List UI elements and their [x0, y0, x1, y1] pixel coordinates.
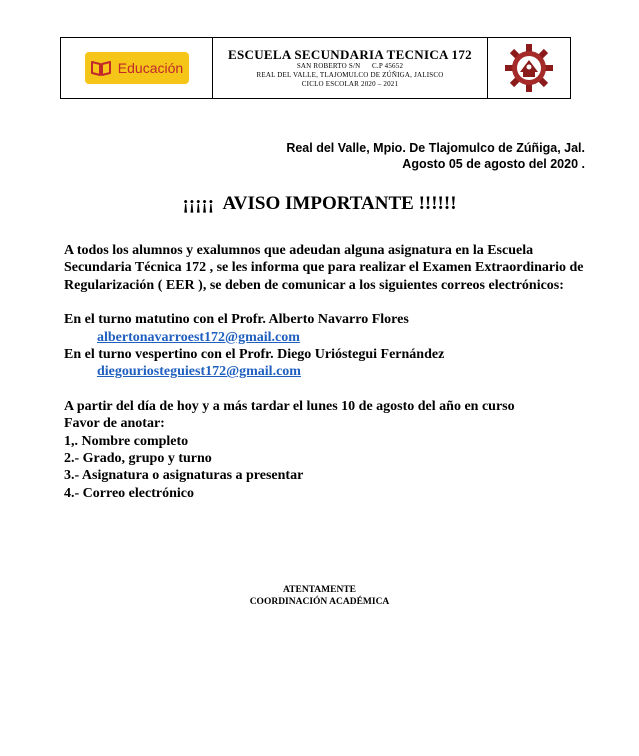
contact-1-text: En el turno matutino con el Profr. Alberto Navarro Flores: [64, 312, 409, 328]
date-location-block: [286, 140, 585, 172]
educacion-logo: [85, 52, 189, 84]
school-address-1: SAN ROBERTO S/N C.P 45652: [296, 61, 404, 70]
contact-2-text: En el turno vespertino con el Profr. Diego Urióstegui Fernández: [64, 347, 445, 363]
school-address-2: REAL DEL VALLE, TLAJOMULCO DE ZÚÑIGA, JALISCO: [256, 70, 444, 79]
signature-block: [0, 584, 639, 608]
school-gear-emblem-icon: [504, 43, 554, 93]
instruction-item: 3.- Asignatura o asignaturas a presentar: [64, 468, 304, 484]
contact-2-email-link[interactable]: diegouriosteguiest172@gmail.com: [97, 364, 301, 380]
instruction-item: 1,. Nombre completo: [64, 433, 189, 449]
letterhead-center-cell: [213, 38, 488, 98]
signature-department: COORDINACIÓN ACADÉMICA: [249, 597, 390, 607]
notice-body: [64, 242, 584, 502]
educacion-logo-text: Educación: [117, 60, 184, 76]
letterhead-right-cell: [488, 38, 570, 98]
deadline-paragraph: A partir del día de hoy y a más tardar el lunes 10 de agosto del año en curso: [64, 398, 515, 414]
instructions-title: Favor de anotar:: [64, 416, 165, 432]
school-name: ESCUELA SECUNDARIA TECNICA 172: [228, 46, 472, 62]
date-line: Agosto 05 de agosto del 2020 .: [402, 157, 585, 171]
contact-2-email-line: [64, 363, 584, 380]
school-cycle: CICLO ESCOLAR 2020 – 2021: [301, 79, 399, 88]
signature-closing: ATENTAMENTE: [282, 585, 357, 595]
contact-1-email-link[interactable]: albertonavarroest172@gmail.com: [97, 329, 300, 345]
instruction-item: 2.- Grado, grupo y turno: [64, 451, 212, 467]
instruction-item: 4.- Correo electrónico: [64, 485, 194, 501]
letterhead: [60, 37, 571, 99]
open-book-icon: [90, 59, 112, 77]
contact-1-email-line: [64, 329, 584, 346]
location-line: Real del Valle, Mpio. De Tlajomulco de Zúñiga, Jal.: [286, 141, 585, 155]
intro-paragraph: A todos los alumnos y exalumnos que adeudan alguna asignatura en la Escuela Secundaria Técnica 172 , se les informa que para realizar el Examen Extraordinario de Regularización ( EER ), se deben de comunicar a los siguientes correos electrónicos:: [64, 243, 584, 293]
letterhead-left-cell: [61, 38, 213, 98]
notice-title: ¡¡¡¡¡ AVISO IMPORTANTE !!!!!!: [182, 193, 457, 214]
